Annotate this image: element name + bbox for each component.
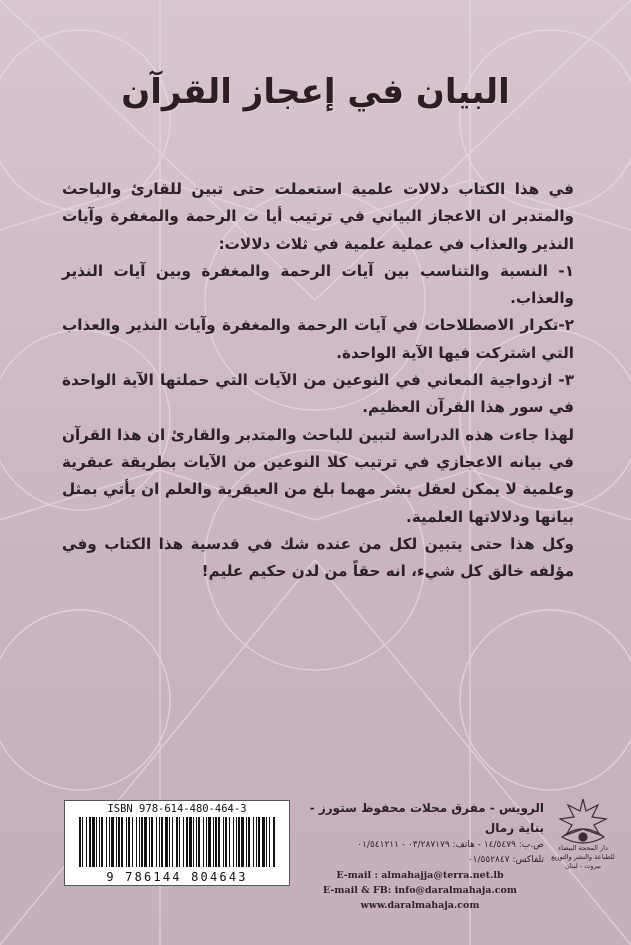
isbn-barcode bbox=[64, 800, 290, 886]
blurb-paragraph: وكل هذا حتى يتبين لكل من عنده شك في قدسية هذا الكتاب وفي مؤلفه خالق كل شيء، انه حقاً من لدن حكيم عليم! bbox=[62, 534, 574, 581]
publisher-email: E-mail : almahajja@terra.net.lb bbox=[336, 870, 504, 881]
publisher-info bbox=[296, 798, 544, 913]
publisher-fax: تلفاكس: ٠١/٥٥٢٨٤٧ bbox=[467, 855, 544, 865]
blurb-paragraph: في هذا الكتاب دلالات علمية استعملت حتى تبين للقارئ والباحث والمتدبر ان الاعجاز البياني في ترتيب أيا ت الرحمة والمغفرة وآيات النذير والعذاب في عملية علمية في ثلاث دلالات: bbox=[62, 180, 574, 253]
book-title: البيان في إعجاز القرآن bbox=[121, 72, 510, 112]
isbn-digits: 9 786144 804643 bbox=[106, 870, 248, 884]
publisher-email-fb: E-mail & FB: info@daralmahaja.com bbox=[323, 885, 517, 896]
blurb-paragraph: ١- النسبة والتناسب بين آيات الرحمة والمغفرة وبين آيات النذير والعذاب. bbox=[62, 261, 574, 308]
publisher-website: www.daralmahaja.com bbox=[360, 900, 480, 911]
blurb-paragraph: ٢-تكرار الاصطلاحات في آيات الرحمة والمغفرة وآيات النذير والعذاب التي اشتركت فيها الآية الواحدة. bbox=[62, 316, 574, 362]
logo-caption-city: بيروت - لبنان bbox=[565, 862, 601, 870]
logo-caption-sub: للطباعة والنشر والتوزيع bbox=[551, 853, 615, 861]
blurb-paragraph: لهذا جاءت هذه الدراسة لتبين للباحث والمتدبر والقارئ ان هذا القرآن في بيانه الاعجازي في ترتيب كلا النوعين من الآيات بطريقة عبقرية وعلمية لا يمكن لعقل بشر مهما بلغ من العبقرية والعلم ان يأتي بمثل بيانها ودلالاتها العلمية. bbox=[62, 425, 574, 526]
publisher-phone: ص.ب: ١٤/٥٤٧٩ - هاتف: ٠٣/٢٨٧١٧٩ - ٠١/٥٤١٢١١ bbox=[357, 840, 544, 850]
logo-caption-name: دار المحجة البيضاء bbox=[558, 844, 608, 852]
barcode-bars bbox=[79, 817, 275, 867]
publisher-address: الرويس - مفرق محلات محفوظ ستورز - بناية رمال bbox=[309, 801, 544, 835]
back-cover-blurb bbox=[62, 176, 574, 585]
publisher-logo-caption bbox=[546, 844, 620, 871]
blurb-paragraph: ٣- ازدواجية المعاني في النوعين من الآيات التي حملتها الآية الواحدة في سور هذا القرآن العظيم. bbox=[62, 371, 574, 417]
isbn-label: ISBN 978-614-480-464-3 bbox=[107, 803, 247, 815]
